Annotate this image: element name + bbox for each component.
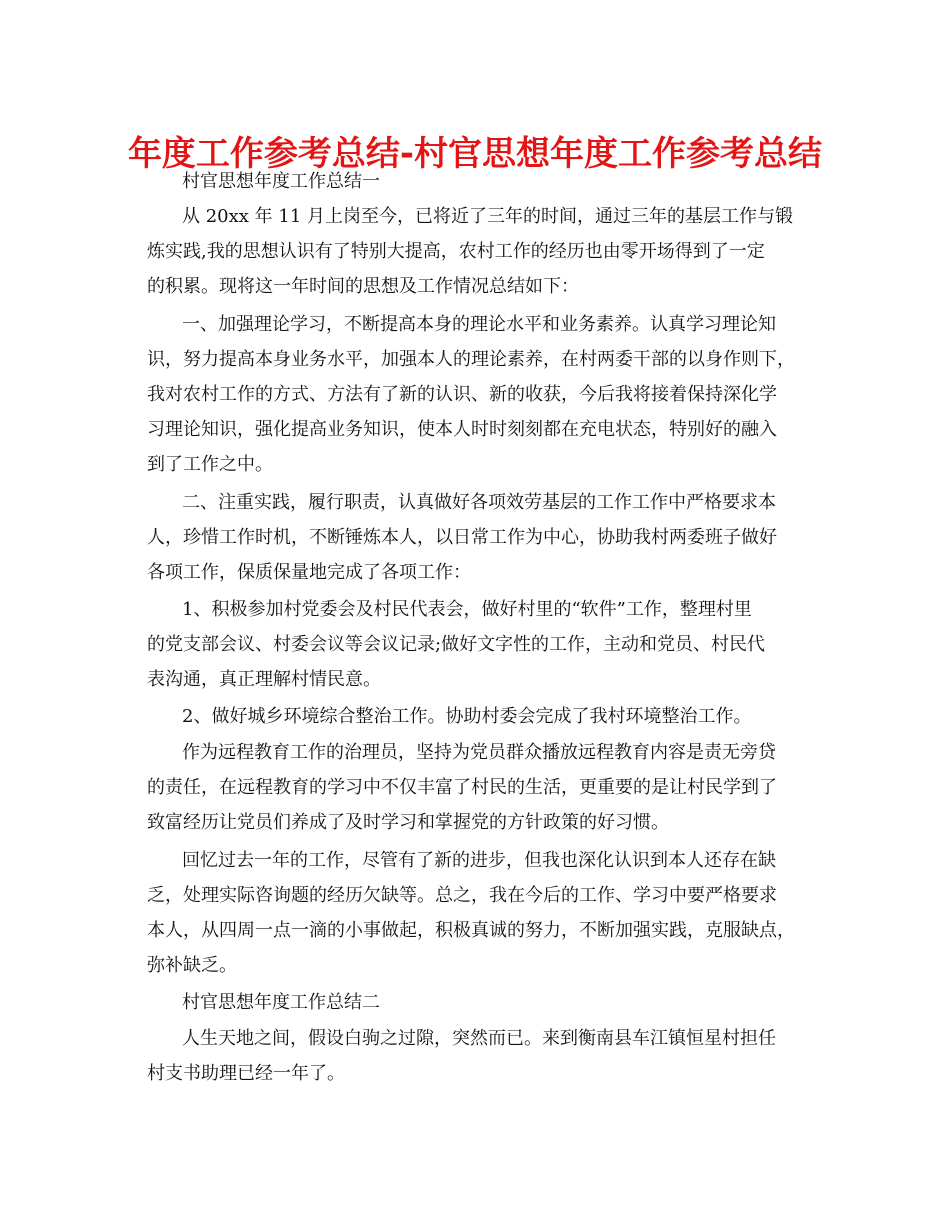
paragraph-line: 弥补缺乏。	[147, 955, 237, 976]
paragraph-line: 2、做好城乡环境综合整治工作。协助村委会完成了我村环境整治工作。	[182, 706, 752, 727]
paragraph-line: 从 20xx 年 11 月上岗至今，已将近了三年的时间，通过三年的基层工作与锻	[182, 206, 793, 227]
paragraph-line: 的责任，在远程教育的学习中不仅丰富了村民的生活，更重要的是让村民学到了	[147, 777, 777, 798]
paragraph-line: 1、积极参加村党委会及村民代表会，做好村里的“软件”工作，整理村里	[182, 599, 752, 620]
paragraph-line: 本人，从四周一点一滴的小事做起，积极真诚的努力，不断加强实践，克服缺点，	[147, 920, 795, 941]
paragraph-line: 回忆过去一年的工作，尽管有了新的进步，但我也深化认识到本人还存在缺	[182, 850, 776, 871]
paragraph-line: 致富经历让党员们养成了及时学习和掌握党的方针政策的好习惯。	[147, 812, 669, 833]
paragraph-line: 炼实践,我的思想认识有了特别大提高，农村工作的经历也由零开场得到了一定	[147, 241, 765, 262]
paragraph-line: 识，努力提高本身业务水平，加强本人的理论素养，在村两委干部的以身作则下，	[147, 349, 795, 370]
paragraph-line: 作为远程教育工作的治理员，坚持为党员群众播放远程教育内容是责无旁贷	[182, 742, 776, 763]
paragraph-line: 的积累。现将这一年时间的思想及工作情况总结如下：	[147, 276, 579, 297]
paragraph-line: 二、注重实践，履行职责，认真做好各项效劳基层的工作工作中严格要求本	[182, 492, 776, 513]
paragraph-line: 表沟通，真正理解村情民意。	[147, 669, 381, 690]
paragraph-line: 一、加强理论学习，不断提高本身的理论水平和业务素养。认真学习理论知	[182, 314, 776, 335]
paragraph-line: 各项工作，保质保量地完成了各项工作：	[147, 562, 471, 583]
paragraph-line: 的党支部会议、村委会议等会议记录;做好文字性的工作，主动和党员、村民代	[147, 634, 766, 655]
paragraph-line: 乏，处理实际咨询题的经历欠缺等。总之，我在今后的工作、学习中要严格要求	[147, 885, 777, 906]
paragraph-line: 我对农村工作的方式、方法有了新的认识、新的收获，今后我将接着保持深化学	[147, 384, 777, 405]
paragraph-line: 到了工作之中。	[147, 454, 273, 475]
section-heading: 村官思想年度工作总结一	[182, 171, 380, 192]
paragraph-line: 村支书助理已经一年了。	[147, 1063, 345, 1084]
paragraph-line: 人，珍惜工作时机，不断锤炼本人，以日常工作为中心，协助我村两委班子做好	[147, 527, 777, 548]
paragraph-line: 习理论知识，强化提高业务知识，使本人时时刻刻都在充电状态，特别好的融入	[147, 419, 777, 440]
paragraph-line: 人生天地之间，假设白驹之过隙，突然而已。来到衡南县车江镇恒星村担任	[182, 1028, 776, 1049]
document-title: 年度工作参考总结-村官思想年度工作参考总结	[127, 134, 823, 174]
section-heading: 村官思想年度工作总结二	[182, 992, 380, 1013]
